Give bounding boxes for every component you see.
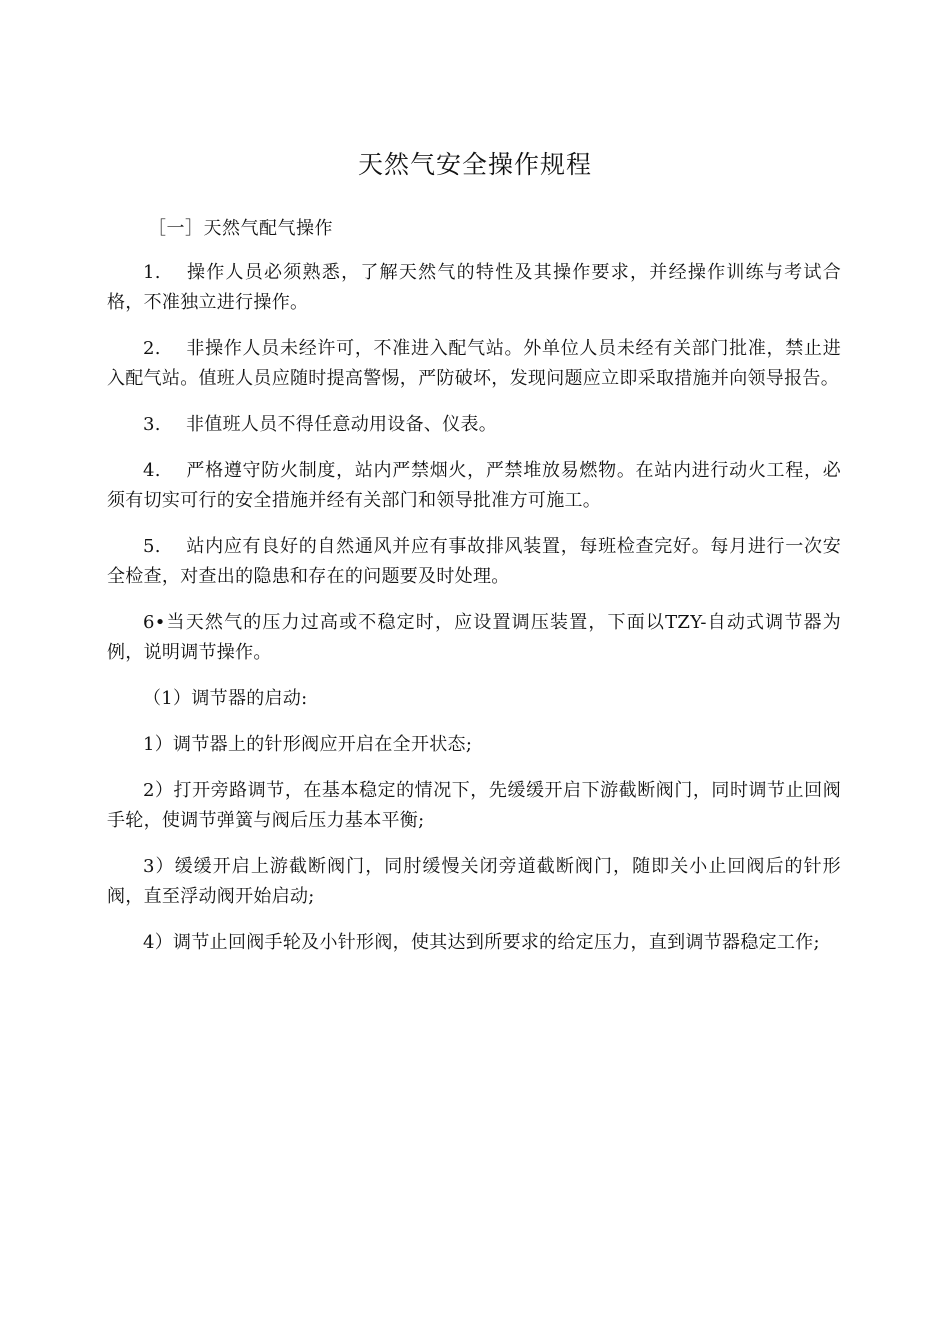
paragraph-text: 2）打开旁路调节，在基本稳定的情况下，先缓缓开启下游截断阀门，同时调节止回阀手轮，使调节弹簧与阀后压力基本平衡; bbox=[107, 780, 841, 831]
step-3 bbox=[107, 852, 841, 912]
paragraph-number: 1. bbox=[143, 262, 161, 283]
paragraph-4 bbox=[107, 456, 841, 516]
paragraph-text: 严格遵守防火制度，站内严禁烟火，严禁堆放易燃物。在站内进行动火工程，必须有切实可行的安全措施并经有关部门和领导批准方可施工。 bbox=[107, 460, 841, 511]
paragraph-text: 非操作人员未经许可，不准进入配气站。外单位人员未经有关部门批准，禁止进入配气站。值班人员应随时提高警惕，严防破坏，发现问题应立即采取措施并向领导报告。 bbox=[107, 338, 841, 389]
paragraph-text: 3）缓缓开启上游截断阀门，同肘缓慢关闭旁道截断阀门，随即关小止回阀后的针形阀，直至浮动阀开始启动; bbox=[107, 856, 841, 907]
paragraph-text: 4）调节止回阀手轮及小针形阀，使其达到所要求的给定压力，直到调节器稳定工作; bbox=[143, 932, 820, 953]
document-body bbox=[107, 258, 841, 974]
paragraph-text: 操作人员必须熟悉，了解天然气的特性及其操作要求，并经操作训练与考试合格，不准独立进行操作。 bbox=[107, 262, 841, 313]
step-2 bbox=[107, 776, 841, 836]
paragraph-1 bbox=[107, 258, 841, 318]
paragraph-3 bbox=[107, 410, 841, 440]
paragraph-number: 2. bbox=[143, 338, 161, 359]
paragraph-text: 站内应有良好的自然通风并应有事故排风装置，每班检查完好。每月进行一次安全检查，对查出的隐患和存在的问题要及时处理。 bbox=[107, 536, 841, 587]
page-title: 天然气安全操作规程 bbox=[357, 150, 592, 179]
paragraph-5 bbox=[107, 532, 841, 592]
paragraph-number: 4. bbox=[143, 460, 161, 481]
paragraph-number: 5. bbox=[143, 536, 161, 557]
paragraph-2 bbox=[107, 334, 841, 394]
paragraph-text: （1）调节器的启动: bbox=[143, 688, 308, 709]
paragraph-number: 3. bbox=[143, 414, 161, 435]
step-1 bbox=[107, 730, 841, 760]
paragraph-6 bbox=[107, 608, 841, 668]
paragraph-text: 1）调节器上的针形阀应开启在全开状态; bbox=[143, 734, 473, 755]
paragraph-text: 非值班人员不得任意动用设备、仪表。 bbox=[186, 414, 498, 435]
subheading-regulator-start bbox=[107, 684, 841, 714]
section-heading: ［一］天然气配气操作 bbox=[148, 218, 333, 239]
step-4 bbox=[107, 928, 841, 958]
paragraph-text: 6•当天然气的压力过高或不稳定时，应设置调压装置，下面以TZY-自动式调节器为例，说明调节操作。 bbox=[107, 612, 841, 663]
